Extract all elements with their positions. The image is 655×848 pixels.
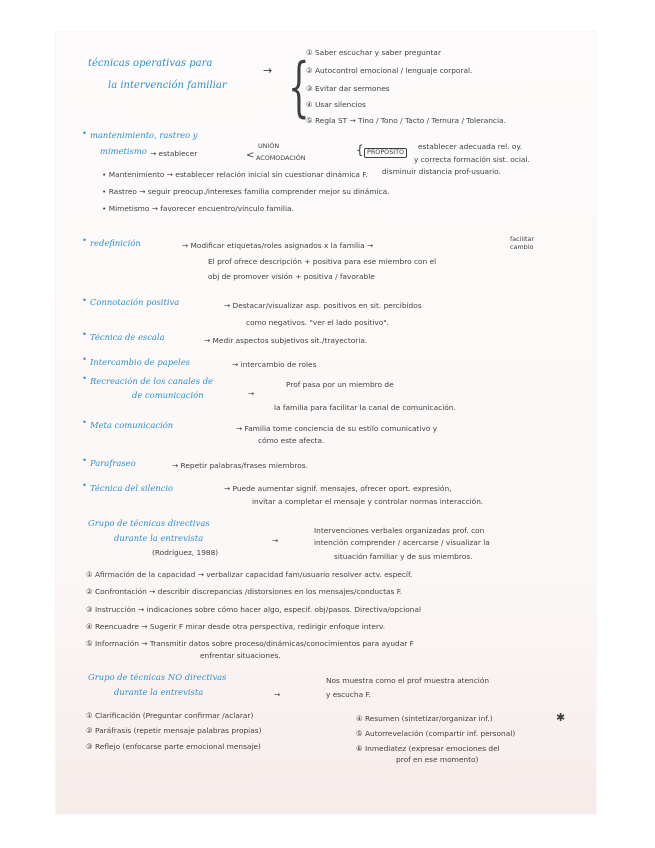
directivas-title-line2: durante la entrevista <box>114 533 204 543</box>
brace-small-icon: { <box>356 143 364 157</box>
header-title-line2: la intervención familiar <box>108 80 227 91</box>
no-directivas-arrow-icon: → <box>274 690 281 699</box>
no-directivas-title-line2: durante la entrevista <box>114 687 204 697</box>
directivas-item-5: ⑤ Información → Transmitir datos sobre proceso/dinámicas/conocimientos para ayudar F <box>86 639 414 648</box>
metacomunicacion-line1: → Familia tome conciencia de su estilo comunicativo y <box>236 424 438 433</box>
directivas-item-1: ① Afirmación de la capacidad → verbalizar capacidad fam/usuario resolver actv. específ. <box>86 570 413 579</box>
no-directivas-right-item-6-cont: prof en ese momento) <box>396 755 479 764</box>
silencio-title: Técnica del silencio <box>90 483 174 493</box>
redefinicion-line2: El prof ofrece descripción + positiva para ese miembro con el <box>208 257 437 266</box>
mantenimiento-desc-line2: y correcta formación sist. ocial. <box>414 155 530 164</box>
bullet-icon: • <box>82 417 87 427</box>
papeles-line1: → intercambio de roles <box>232 360 317 369</box>
mantenimiento-subitem-3: • Mimetismo → favorecer encuentro/vínculo familia. <box>102 204 294 213</box>
recreacion-title-line1: Recreación de los canales de <box>90 376 214 386</box>
header-item-4: ④ Usar silencios <box>306 100 366 109</box>
escala-title: Técnica de escala <box>90 332 165 342</box>
redefinicion-line1: → Modificar etiquetas/roles asignados x la familia → <box>182 241 374 250</box>
directivas-desc-line1: Intervenciones verbales organizadas prof. con <box>314 526 485 535</box>
directivas-title-line3: (Rodríguez, 1988) <box>152 548 219 557</box>
mantenimiento-subitem-1: • Mantenimiento → establecer relación inicial sin cuestionar dinámica F. <box>102 170 368 179</box>
bullet-icon: • <box>82 329 87 339</box>
bullet-icon: • <box>82 373 87 383</box>
escala-line1: → Medir aspectos subjetivos sit./trayectoria. <box>204 336 368 345</box>
recreacion-title-line2: de comunicación <box>132 390 204 400</box>
mantenimiento-arrow-text: → establecer <box>150 149 198 158</box>
silencio-line1: → Puede aumentar signif. mensajes, ofrecer oport. expresión, <box>224 484 452 493</box>
bullet-icon: • <box>82 295 87 305</box>
silencio-line2: invitar a completar el mensaje y controlar normas interacción. <box>252 497 484 506</box>
mantenimiento-desc-line3: disminuir distancia prof-usuario. <box>382 167 501 176</box>
recreacion-arrow-icon: → <box>248 389 255 398</box>
mantenimiento-desc-line1: establecer adecuada rel. oy. <box>418 142 523 151</box>
header-title-line1: técnicas operativas para <box>88 58 213 69</box>
star-icon: ✱ <box>556 711 566 724</box>
directivas-arrow-icon: → <box>272 536 279 545</box>
metacomunicacion-title: Meta comunicación <box>90 420 174 430</box>
directivas-item-2: ② Confrontación → describir discrepancias /distorsiones en los mensajes/conductas F. <box>86 587 403 596</box>
header-arrow-icon: → <box>263 64 273 77</box>
bullet-icon: • <box>82 128 87 138</box>
header-item-1: ① Saber escuchar y saber preguntar <box>306 48 441 57</box>
bullet-icon: • <box>82 354 87 364</box>
connotacion-title: Connotación positiva <box>90 297 180 307</box>
no-directivas-desc-line2: y escucha F. <box>326 690 371 699</box>
mantenimiento-subitem-2: • Rastreo → seguir preocup./intereses familia comprender mejor su dinámica. <box>102 187 390 196</box>
redefinicion-facilitar: facilitar <box>510 235 535 243</box>
header-item-5: ⑤ Regla ST → Tino / Tono / Tacto / Ternura / Tolerancia. <box>306 116 506 125</box>
no-directivas-right-item-4: ④ Resumen (sintetizar/organizar inf.) <box>356 714 493 723</box>
metacomunicacion-line2: cómo este afecta. <box>258 436 325 445</box>
papeles-title: Intercambio de papeles <box>90 357 190 367</box>
recreacion-line2: la familia para facilitar la canal de comunicación. <box>274 403 456 412</box>
redefinicion-cambio: cambio <box>510 243 534 251</box>
proposito-box: PROPÓSITO <box>364 148 407 158</box>
directivas-item-3: ③ Instrucción → indicaciones sobre cómo hacer algo, especif. obj/pasos. Directiva/opcional <box>86 605 422 614</box>
header-item-2: ② Autocontrol emocional / lenguaje corporal. <box>306 66 473 75</box>
union-label: UNIÓN <box>258 142 280 150</box>
recreacion-line1: Prof pasa por un miembro de <box>286 380 394 389</box>
bullet-icon: • <box>82 455 87 465</box>
header-item-3: ③ Evitar dar sermones <box>306 84 390 93</box>
mantenimiento-title-line2: mimetismo <box>100 146 147 156</box>
directivas-desc-line2: intención comprender / acercarse / visualizar la <box>314 538 490 547</box>
no-directivas-desc-line1: Nos muestra como el prof muestra atención <box>326 676 490 685</box>
bullet-icon: • <box>82 235 87 245</box>
connotacion-line2: como negativos. "ver el lado positivo". <box>246 318 390 327</box>
no-directivas-left-item-2: ② Paráfrasis (repetir mensaje palabras propias) <box>86 726 262 735</box>
redefinicion-title: redefinición <box>90 238 141 248</box>
no-directivas-right-item-5: ⑤ Autorrevelación (compartir inf. personal) <box>356 729 516 738</box>
acomodacion-label: ACOMODACIÓN <box>256 154 306 162</box>
angle-icon: < <box>246 150 255 161</box>
connotacion-line1: → Destacar/visualizar asp. positivos en sit. percibidos <box>224 301 422 310</box>
redefinicion-line3: obj de promover visión + positiva / favorable <box>208 272 375 281</box>
mantenimiento-title-line1: mantenimiento, rastreo y <box>90 130 198 140</box>
parafraseo-line1: → Repetir palabras/frases miembros. <box>172 461 308 470</box>
no-directivas-title-line1: Grupo de técnicas NO directivas <box>88 672 227 682</box>
no-directivas-right-item-6: ⑥ Inmediatez (expresar emociones del <box>356 744 500 753</box>
brace-icon: { <box>288 50 310 127</box>
no-directivas-left-item-1: ① Clarificación (Preguntar confirmar /aclarar) <box>86 711 254 720</box>
directivas-desc-line3: situación familiar y de sus miembros. <box>334 552 473 561</box>
no-directivas-left-item-3: ③ Reflejo (enfocarse parte emocional mensaje) <box>86 742 261 751</box>
directivas-item-5-cont: enfrentar situaciones. <box>200 651 281 660</box>
directivas-title-line1: Grupo de técnicas directivas <box>88 518 210 528</box>
bullet-icon: • <box>82 480 87 490</box>
parafraseo-title: Parafraseo <box>90 458 136 468</box>
directivas-item-4: ④ Reencuadre → Sugerir F mirar desde otra perspectiva, redirigir enfoque interv. <box>86 622 386 631</box>
